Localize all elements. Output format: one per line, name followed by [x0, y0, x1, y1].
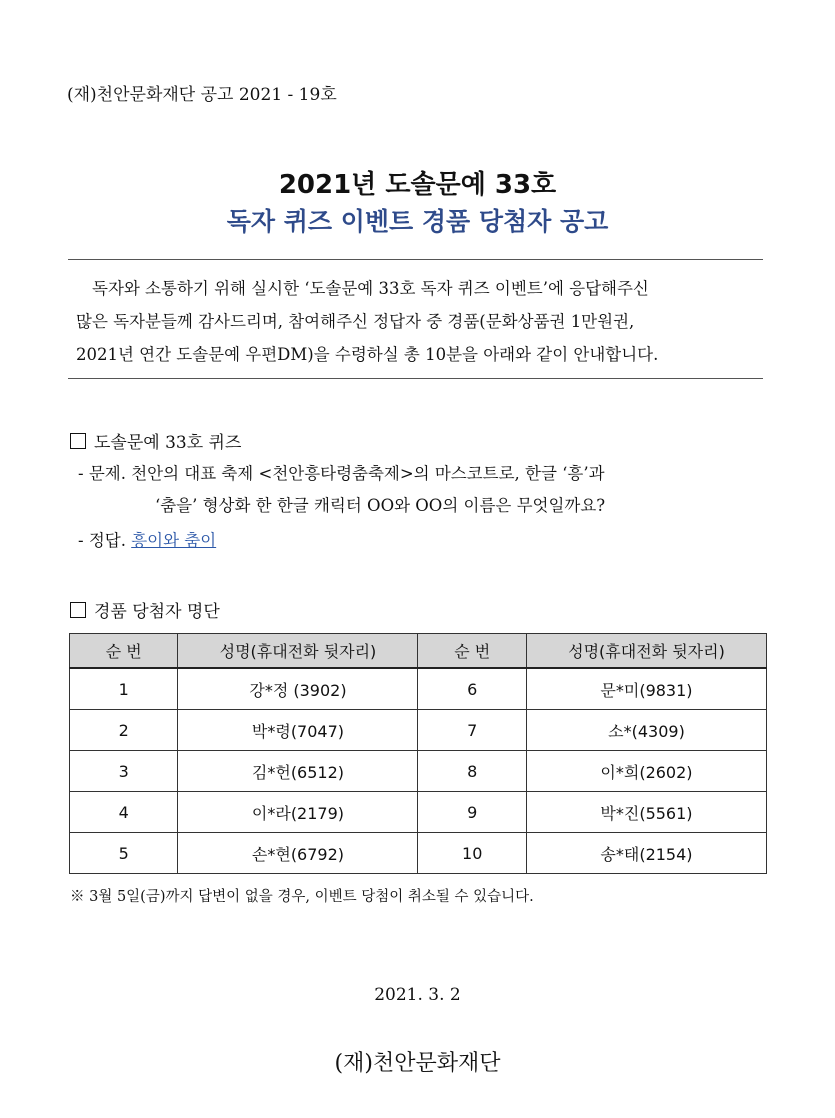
table-header-row	[70, 634, 767, 669]
table-row	[70, 668, 767, 710]
table-cell: 이*라(2179)	[178, 792, 418, 833]
table-cell: 이*희(2602)	[526, 751, 766, 792]
quiz-question-line1: - 문제. 천안의 대표 축제 <천안흥타령춤축제>의 마스코트로, 한글 ‘흥’과	[78, 464, 605, 483]
table-row	[70, 710, 767, 751]
footnote: ※ 3월 5일(금)까지 답변이 없을 경우, 이벤트 당첨이 취소될 수 있습니다.	[70, 889, 534, 905]
intro-line: 2021년 연간 도솔문예 우편DM)을 수령하실 총 10분을 아래와 같이 안내합니다.	[76, 345, 659, 364]
table-cell: 박*진(5561)	[526, 792, 766, 833]
notice-number: (재)천안문화재단 공고 2021 - 19호	[67, 85, 337, 105]
table-cell: 9	[418, 792, 527, 833]
table-cell: 손*현(6792)	[178, 833, 418, 874]
intro-paragraph	[76, 272, 756, 371]
header-cell: 순 번	[418, 634, 527, 669]
table-cell: 1	[70, 668, 178, 710]
table-cell: 5	[70, 833, 178, 874]
table-cell: 박*령(7047)	[178, 710, 418, 751]
winners-table	[69, 633, 767, 874]
winners-section-heading: 경품 당첨자 명단	[70, 597, 220, 622]
quiz-question-line2: ‘춤을’ 형상화 한 한글 캐릭터 OO와 OO의 이름은 무엇일까요?	[155, 496, 606, 515]
divider-top	[68, 259, 763, 260]
divider-bottom	[68, 378, 763, 379]
table-cell: 송*태(2154)	[526, 833, 766, 874]
checkbox-square-icon	[70, 433, 86, 449]
header-cell: 성명(휴대전화 뒷자리)	[178, 634, 418, 669]
table-cell: 6	[418, 668, 527, 710]
quiz-answer	[78, 527, 216, 551]
title-line2: 독자 퀴즈 이벤트 경품 당첨자 공고	[226, 207, 609, 236]
table-cell: 2	[70, 710, 178, 751]
notice-date: 2021. 3. 2	[374, 985, 461, 1005]
quiz-section-heading: 도솔문예 33호 퀴즈	[70, 428, 241, 453]
table-cell: 문*미(9831)	[526, 668, 766, 710]
header-cell: 성명(휴대전화 뒷자리)	[526, 634, 766, 669]
table-cell: 10	[418, 833, 527, 874]
table-row	[70, 751, 767, 792]
table-cell: 7	[418, 710, 527, 751]
table-cell: 8	[418, 751, 527, 792]
table-cell: 4	[70, 792, 178, 833]
table-cell: 소*(4309)	[526, 710, 766, 751]
title-line1: 2021년 도솔문예 33호	[278, 170, 557, 200]
header-cell: 순 번	[70, 634, 178, 669]
table-cell: 강*정 (3902)	[178, 668, 418, 710]
answer-link[interactable]: 흥이와 춤이	[131, 531, 217, 550]
intro-line: 독자와 소통하기 위해 실시한 ‘도솔문예 33호 독자 퀴즈 이벤트’에 응답해주신	[92, 279, 649, 298]
table-row	[70, 833, 767, 874]
intro-line: 많은 독자분들께 감사드리며, 참여해주신 정답자 중 경품(문화상품권 1만원권,	[76, 312, 635, 331]
table-row	[70, 792, 767, 833]
table-cell: 김*헌(6512)	[178, 751, 418, 792]
answer-label: - 정답.	[78, 531, 126, 550]
table-cell: 3	[70, 751, 178, 792]
organization-name: (재)천안문화재단	[334, 1051, 501, 1076]
checkbox-square-icon	[70, 602, 86, 618]
